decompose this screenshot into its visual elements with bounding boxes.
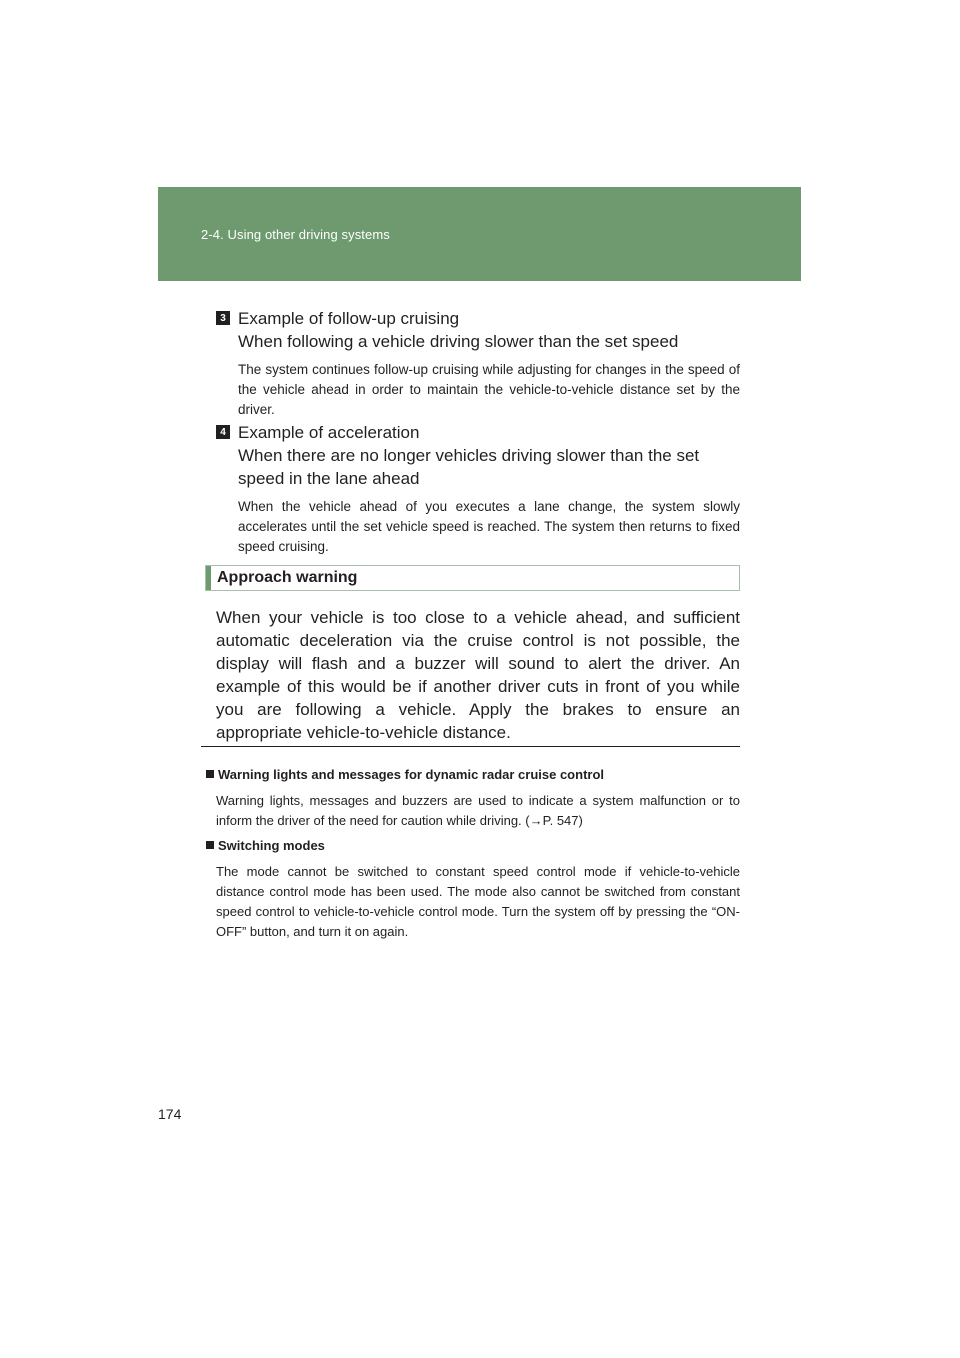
approach-warning-title: Approach warning — [217, 569, 358, 586]
item-body: The system continues follow-up cruising while adjusting for changes in the speed of the vehicle ahead in order to maintain the vehicle-to-vehicle distance set by the driver. — [238, 362, 740, 417]
item-title-line1: Example of follow-up cruising — [238, 309, 460, 328]
note-title — [206, 766, 740, 784]
section-header — [158, 187, 801, 281]
page-number: 174 — [158, 1106, 182, 1122]
approach-warning-heading — [205, 565, 740, 591]
note-switching-modes — [206, 837, 740, 942]
note-title-text: Switching modes — [218, 838, 325, 853]
square-bullet-icon — [206, 770, 214, 778]
item-title-line1: Example of acceleration — [238, 423, 420, 442]
section-label: 2-4. Using other driving systems — [201, 227, 390, 242]
example-item-3 — [216, 307, 740, 420]
note-body: The mode cannot be switched to constant speed control mode if vehicle-to-vehicle distance control mode has been used. The mode also cannot be switched from constant speed control to vehicle-to-vehicle control mode. Turn the system off by pressing the “ON-OFF” button, and turn it on again. — [216, 864, 740, 939]
note-warning-lights — [206, 766, 740, 831]
heading-accent-bar — [206, 566, 211, 590]
item-title-line2: When following a vehicle driving slower than the set speed — [238, 332, 679, 351]
number-badge: 4 — [216, 425, 230, 439]
note-title-text: Warning lights and messages for dynamic radar cruise control — [218, 767, 605, 782]
approach-warning-text: When your vehicle is too close to a vehicle ahead, and sufficient automatic deceleration via the cruise control is not possible, the display will flash and a buzzer will sound to alert the driver. An example of this would be if another driver cuts in front of you while you are following a vehicle. Apply the brakes to ensure an appropriate vehicle-to-vehicle distance. — [216, 608, 740, 742]
divider — [201, 746, 740, 747]
note-body: Warning lights, messages and buzzers are used to indicate a system malfunction or to inform the driver of the need for caution while driving. (→P. 547) — [216, 793, 740, 828]
item-title — [238, 307, 740, 353]
item-body: When the vehicle ahead of you executes a lane change, the system slowly accelerates until the set vehicle speed is reached. The system then returns to fixed speed cruising. — [238, 499, 740, 554]
number-badge: 3 — [216, 311, 230, 325]
item-title-line2: When there are no longer vehicles driving slower than the set speed in the lane ahead — [238, 446, 700, 488]
item-title — [238, 421, 740, 490]
square-bullet-icon — [206, 841, 214, 849]
example-item-4 — [216, 421, 740, 557]
note-title — [206, 837, 740, 855]
